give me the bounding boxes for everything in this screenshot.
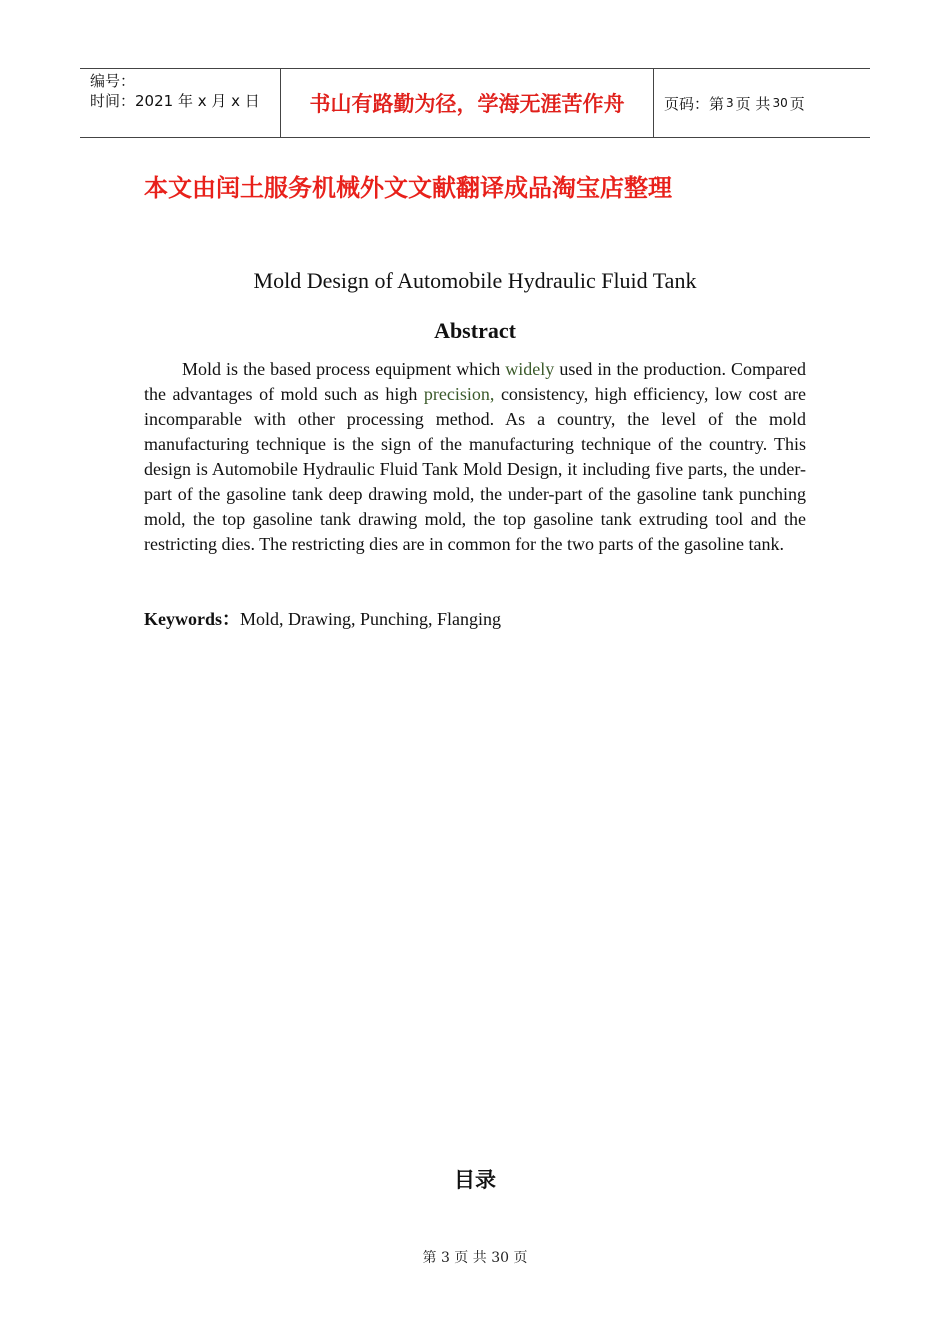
page-prefix: 页码：第 (664, 94, 725, 113)
abstract-text: Mold is the based process equipment which (182, 359, 506, 379)
abstract-heading: Abstract (434, 318, 516, 343)
page-footer: 第 3 页 共 30 页 (422, 1250, 528, 1266)
abstract-text: consistency, high efficiency, low cost are incomparable with other processing method. As a country, the level of the mold manufacturing technique is the sign of the manufacturing technique of the country. This design is Automobile Hydraulic Fluid Tank Mold Design, it including five parts, the under-part of the gasoline tank deep drawing mold, the under-part of the gasoline tank punching mold, the top gasoline tank drawing mold, the top gasoline tank extruding tool and the restricting dies. The restricting dies are in common for the two parts of the gasoline tank. (144, 384, 806, 554)
header-meta (80, 69, 281, 137)
abstract-text: used in the production. Compared the advantages of mold such as high (144, 359, 806, 404)
header-page-info (654, 69, 870, 137)
page-total: 30 (772, 96, 788, 110)
abstract-highlight: precision, (423, 384, 495, 404)
keywords-line (144, 607, 806, 632)
document-title: Mold Design of Automobile Hydraulic Fluid Tank (253, 268, 697, 293)
keywords-label: Keywords： (144, 609, 240, 629)
abstract-highlight: widely (505, 359, 555, 379)
toc-title: 目录 (454, 1168, 496, 1192)
serial-label: 编号： (90, 72, 136, 90)
page-header (80, 68, 870, 138)
time-label: 时间：2021 年 x 月 x 日 (90, 92, 260, 110)
abstract-body (144, 357, 806, 557)
page-suffix: 页 (789, 94, 805, 113)
page-mid: 页 共 (735, 94, 771, 113)
promo-banner: 本文由闰土服务机械外文文献翻译成品淘宝店整理 (144, 174, 672, 202)
header-motto: 书山有路勤为径，学海无涯苦作舟 (281, 69, 654, 137)
page-current: 3 (726, 96, 734, 110)
keywords-value: Mold, Drawing, Punching, Flanging (240, 609, 501, 629)
